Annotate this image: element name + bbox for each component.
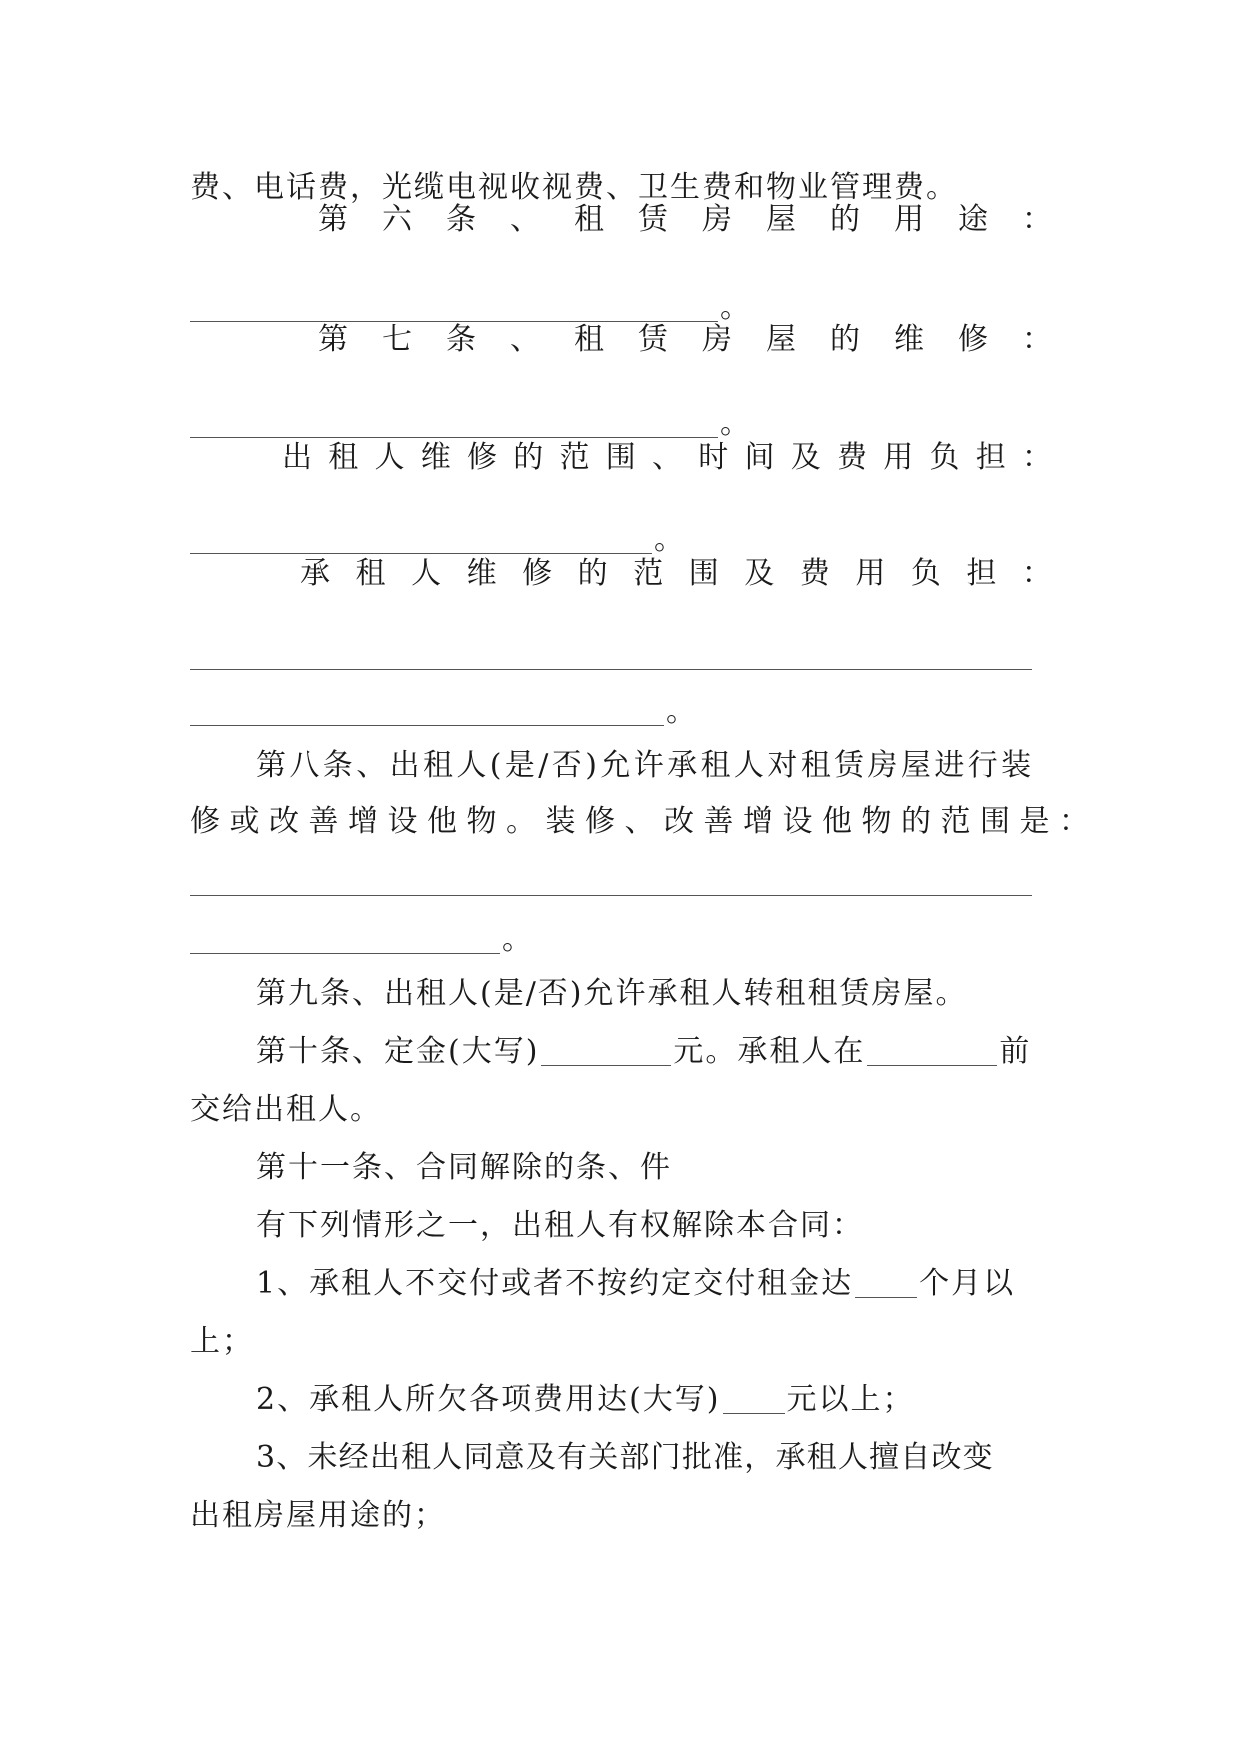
char: 维 [894,322,924,357]
clause-3-line-1 [256,1436,994,1480]
period: 。 [502,922,532,957]
char: 费 [837,440,867,475]
char: ： [1022,322,1052,357]
deposit-date-blank[interactable] [867,1039,997,1066]
char: ： [1022,202,1052,237]
char: 七 [382,322,412,357]
char: 的 [830,322,860,357]
char: 租 [355,556,386,591]
months-blank[interactable] [855,1271,917,1298]
termination-intro [256,1204,864,1248]
text-article-8-a: 第八条、出租人(是/否)允许承租人对租赁房屋进行装 [256,748,1035,783]
deposit-amount-blank[interactable] [541,1039,671,1066]
text-article-11: 第十一条、合同解除的条、件 [256,1150,672,1185]
heading-lessor-repair [282,436,1052,480]
char: 维 [466,556,497,591]
char: 屋 [766,322,796,357]
char: 用 [855,556,886,591]
char: 、 [510,202,540,237]
period: 。 [654,522,684,557]
heading-lessee-repair [300,552,1052,596]
char: 时 [698,440,729,475]
article-11-heading [256,1146,672,1190]
text-clause-1-c: 上； [190,1324,254,1359]
text-clause-1-a: 1、承租人不交付或者不按约定交付租金达 [256,1266,854,1301]
article-9 [256,972,968,1016]
char: 第 [318,322,348,357]
char: 范 [633,556,664,591]
char: 担 [966,556,997,591]
clause-1-line-1 [256,1262,1015,1306]
char: 租 [328,440,359,475]
text-article-10-b: 元。承租人在 [673,1034,866,1069]
char: 的 [513,440,544,475]
char: 担 [975,440,1006,475]
text-clause-1-b: 个月以 [919,1266,1016,1301]
char: 围 [688,556,719,591]
char: 承 [300,556,330,591]
text-article-8-b: 修或改善增设他物。装修、改善增设他物的范围是： [190,804,1099,839]
fill-in-blank[interactable] [190,527,652,554]
char: 屋 [766,202,796,237]
char: 修 [522,556,553,591]
char: ： [1021,556,1052,591]
text-clause-2-a: 2、承租人所欠各项费用达(大写) [256,1382,721,1417]
fill-in-blank[interactable] [190,643,1032,670]
fill-in-blank[interactable] [190,411,718,438]
char: 赁 [638,322,668,357]
char: 人 [374,440,405,475]
fees-amount-blank[interactable] [723,1387,785,1414]
clause-1-line-2 [190,1320,254,1364]
char: 用 [883,440,914,475]
period: 。 [666,694,696,729]
char: 房 [702,202,732,237]
text-article-10-a: 第十条、定金(大写) [256,1034,540,1069]
char: 的 [577,556,608,591]
char: 房 [702,322,732,357]
text-utilities: 费、电话费，光缆电视收视费、卫生费和物业管理费。 [190,170,958,205]
char: 负 [910,556,941,591]
char: 围 [605,440,636,475]
char: 范 [559,440,590,475]
char: 人 [411,556,442,591]
fill-in-blank[interactable] [190,869,1032,896]
blank-line-lessee-repair-2 [190,690,696,734]
char: 途 [958,202,988,237]
char: 第 [318,202,348,237]
char: 及 [790,440,821,475]
text-article-9: 第九条、出租人(是/否)允许承租人转租租赁房屋。 [256,976,968,1011]
clause-3-line-2 [190,1494,446,1538]
fill-in-blank[interactable] [190,927,500,954]
char: 六 [382,202,412,237]
article-10-line-1 [256,1030,1031,1074]
blank-line-renovation-2 [190,918,532,962]
heading-article-7 [318,318,1052,362]
text-clause-2-b: 元以上； [786,1382,915,1417]
char: 修 [958,322,988,357]
char: 费 [799,556,830,591]
char: 修 [467,440,497,475]
char: 的 [830,202,860,237]
heading-article-6 [318,198,1052,242]
char: 负 [929,440,960,475]
clause-2 [256,1378,915,1422]
article-8-line-2 [190,800,1099,844]
text-clause-3-a: 3、未经出租人同意及有关部门批准，承租人擅自改变 [256,1440,994,1475]
char: 维 [420,440,451,475]
article-10-line-2 [190,1088,382,1132]
period: 。 [720,290,750,325]
char: 、 [652,440,682,475]
text-termination-intro: 有下列情形之一，出租人有权解除本合同： [256,1208,864,1243]
text-article-10-c: 前 [999,1034,1032,1069]
char: 租 [574,202,604,237]
char: 、 [510,322,540,357]
article-8-line-1 [256,744,1035,788]
blank-line-lessee-repair-1 [190,634,1034,678]
char: 用 [894,202,924,237]
char: 租 [574,322,604,357]
char: ： [1022,440,1052,475]
char: 赁 [638,202,668,237]
char: 及 [744,556,775,591]
char: 间 [744,440,775,475]
char: 条 [446,322,476,357]
blank-line-renovation-1 [190,860,1034,904]
text-clause-3-b: 出租房屋用途的； [190,1498,446,1533]
fill-in-blank[interactable] [190,699,664,726]
char: 条 [446,202,476,237]
period: 。 [720,406,750,441]
char: 出 [282,440,312,475]
text-article-10-d: 交给出租人。 [190,1092,382,1127]
